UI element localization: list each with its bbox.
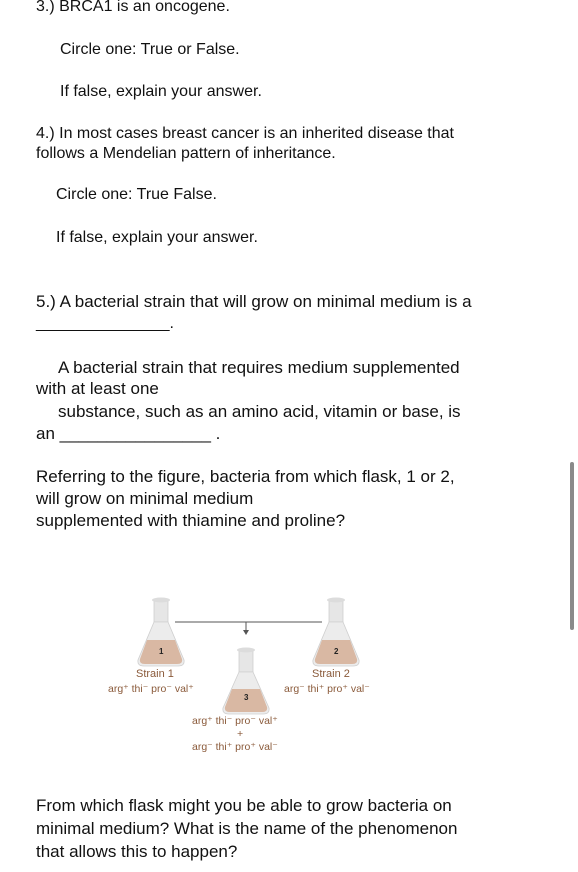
q3-title: 3.) BRCA1 is an oncogene. bbox=[36, 0, 230, 15]
strain-1-genotype: arg⁺ thi⁻ pro⁻ val⁺ bbox=[108, 683, 194, 695]
q5-ref-line-1: Referring to the figure, bacteria from which flask, 1 or 2, bbox=[36, 467, 455, 486]
q5-p2-line-2: with at least one bbox=[36, 379, 159, 398]
q5-p2-line-1: A bacterial strain that requires medium supplemented bbox=[58, 358, 460, 377]
flask-3-number: 3 bbox=[244, 693, 249, 702]
q4-line-2: follows a Mendelian pattern of inheritance. bbox=[36, 145, 336, 162]
final-question-line-3: that allows this to happen? bbox=[36, 842, 238, 861]
flask-2 bbox=[313, 598, 359, 667]
q5-p2-line-4: an ________________ . bbox=[36, 424, 221, 443]
strain-2-label: Strain 2 bbox=[312, 668, 350, 680]
flask-1 bbox=[138, 598, 184, 667]
connector-lines bbox=[175, 622, 322, 635]
q4-circle-prompt: Circle one: True False. bbox=[56, 186, 217, 203]
mix-genotype-2: arg⁻ thi⁺ pro⁺ val⁻ bbox=[192, 741, 278, 753]
strain-1-label: Strain 1 bbox=[136, 668, 174, 680]
q5-p2-line-3: substance, such as an amino acid, vitamin or base, is bbox=[58, 402, 461, 421]
flask-1-number: 1 bbox=[159, 647, 164, 656]
q5-line-1: 5.) A bacterial strain that will grow on minimal medium is a bbox=[36, 292, 472, 311]
final-question-line-2: minimal medium? What is the name of the phenomenon bbox=[36, 819, 458, 838]
flask-figure bbox=[100, 588, 400, 768]
q4-explain-prompt: If false, explain your answer. bbox=[56, 229, 258, 246]
q5-ref-line-3: supplemented with thiamine and proline? bbox=[36, 511, 346, 530]
strain-2-genotype: arg⁻ thi⁺ pro⁺ val⁻ bbox=[284, 683, 370, 695]
mix-genotype-1: arg⁺ thi⁻ pro⁻ val⁺ bbox=[192, 715, 278, 727]
q5-ref-line-2: will grow on minimal medium bbox=[36, 489, 254, 508]
flask-3 bbox=[223, 648, 269, 715]
final-question-line-1: From which flask might you be able to grow bacteria on bbox=[36, 796, 452, 815]
mix-plus: + bbox=[237, 728, 244, 740]
flask-2-number: 2 bbox=[334, 647, 339, 656]
vertical-scrollbar[interactable] bbox=[570, 462, 574, 630]
q4-line-1: 4.) In most cases breast cancer is an inherited disease that bbox=[36, 125, 454, 142]
q3-explain-prompt: If false, explain your answer. bbox=[60, 83, 262, 100]
q3-circle-prompt: Circle one: True or False. bbox=[60, 41, 240, 58]
q5-blank-1: _______________. bbox=[36, 315, 174, 332]
